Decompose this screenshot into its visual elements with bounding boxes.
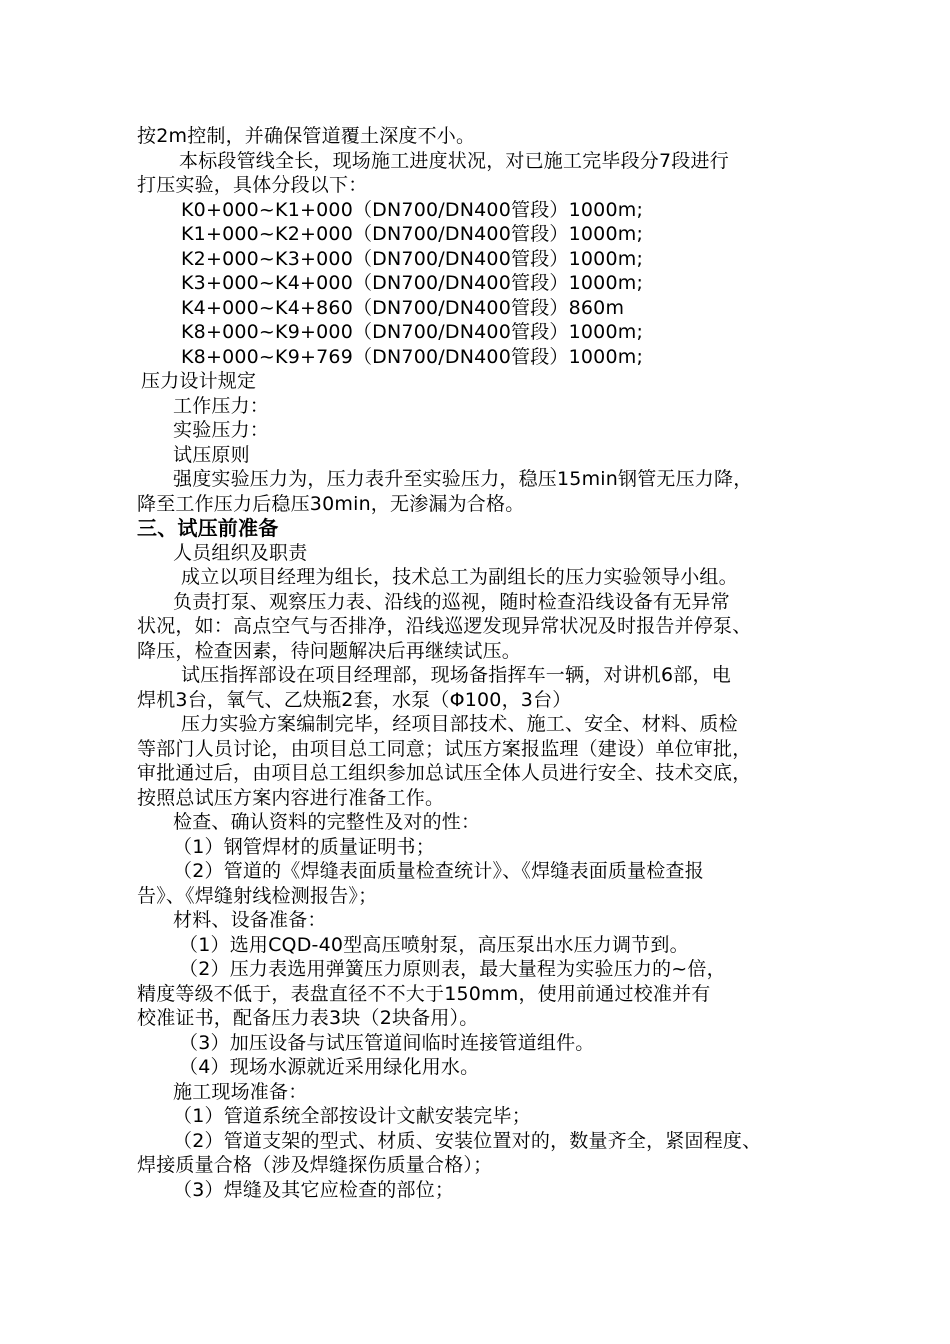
- text-line: 人员组织及职责: [173, 541, 308, 564]
- text-line: 校准证书，配备压力表3块（2块备用）。: [137, 1007, 479, 1029]
- text-line: 试压指挥部设在项目经理部，现场备指挥车一辆，对讲机6部，电: [181, 664, 731, 686]
- text-line: 材料、设备准备：: [173, 909, 327, 931]
- section-heading: 三、试压前准备: [137, 516, 279, 540]
- text-line: 施工现场准备：: [173, 1080, 308, 1103]
- text-line: 压力设计规定: [141, 370, 257, 392]
- text-line: （1）管道系统全部按设计文献安装完毕；: [173, 1105, 531, 1127]
- text-line: （2）压力表选用弹簧压力原则表，最大量程为实验压力的~倍，: [179, 958, 726, 980]
- text-line: K4+000~K4+860（DN700/DN400管段）860m: [181, 296, 625, 319]
- text-line: 工作压力：: [173, 394, 270, 417]
- text-line: （3）焊缝及其它应检查的部位；: [173, 1178, 455, 1201]
- text-line: （2）管道支架的型式、材质、安装位置对的，数量齐全，紧固程度、: [173, 1129, 762, 1152]
- text-line: 负责打泵、观察压力表、沿线的巡视，随时检查沿线设备有无异常: [173, 590, 730, 613]
- text-line: 实验压力：: [173, 419, 270, 441]
- text-line: 状况，如：高点空气与否排净，沿线巡逻发现异常状况及时报告并停泵、: [137, 615, 752, 637]
- text-line: 试压原则: [173, 443, 250, 466]
- text-line: 降压，检查因素，待问题解决后再继续试压。: [137, 639, 522, 662]
- text-line: 焊接质量合格（涉及焊缝探伤质量合格）；: [137, 1154, 493, 1176]
- text-line: K8+000~K9+769（DN700/DN400管段）1000m;: [181, 345, 644, 368]
- text-line: K0+000~K1+000（DN700/DN400管段）1000m;: [181, 198, 644, 221]
- text-line: 等部门人员讨论，由项目总工同意；试压方案报监理（建设）单位审批，: [137, 737, 752, 760]
- text-line: （1）钢管焊材的质量证明书；: [173, 835, 435, 858]
- text-line: （2）管道的《焊缝表面质量检查统计》、《焊缝表面质量检查报: [173, 860, 704, 882]
- text-line: K8+000~K9+000（DN700/DN400管段）1000m;: [181, 321, 644, 343]
- text-line: 按2m控制，并确保管道覆土深度不小。: [137, 125, 476, 147]
- text-line: （3）加压设备与试压管道间临时连接管道组件。: [179, 1031, 595, 1054]
- document-body: [137, 124, 857, 1202]
- text-line: K3+000~K4+000（DN700/DN400管段）1000m;: [181, 272, 644, 294]
- text-line: 降至工作压力后稳压30min，无渗漏为合格。: [137, 492, 525, 515]
- text-line: 打压实验，具体分段以下：: [137, 174, 368, 196]
- text-line: K2+000~K3+000（DN700/DN400管段）1000m;: [181, 247, 644, 270]
- text-line: 按照总试压方案内容进行准备工作。: [137, 786, 445, 809]
- text-line: 压力实验方案编制完毕，经项目部技术、施工、安全、材料、质检: [181, 713, 738, 735]
- text-line: 本标段管线全长，现场施工进度状况，对已施工完毕段分7段进行: [179, 149, 729, 172]
- text-line: （1）选用CQD-40型高压喷射泵，高压泵出水压力调节到。: [179, 933, 689, 956]
- text-line: （4）现场水源就近采用绿化用水。: [179, 1056, 480, 1078]
- text-line: K1+000~K2+000（DN700/DN400管段）1000m;: [181, 223, 644, 245]
- text-line: 成立以项目经理为组长，技术总工为副组长的压力实验领导小组。: [181, 566, 738, 588]
- text-line: 检查、确认资料的完整性及对的性：: [173, 811, 481, 833]
- text-line: 告》、《焊缝射线检测报告》；: [137, 884, 378, 907]
- text-line: 焊机3台，氧气、乙炔瓶2套，水泵（Φ100，3台）: [137, 688, 572, 711]
- text-line: 精度等级不低于，表盘直径不不大于150mm，使用前通过校准并有: [137, 982, 711, 1005]
- text-line: 审批通过后，由项目总工组织参加总试压全体人员进行安全、技术交底，: [137, 762, 752, 784]
- text-line: 强度实验压力为，压力表升至实验压力，稳压15min钢管无压力降，: [173, 468, 753, 490]
